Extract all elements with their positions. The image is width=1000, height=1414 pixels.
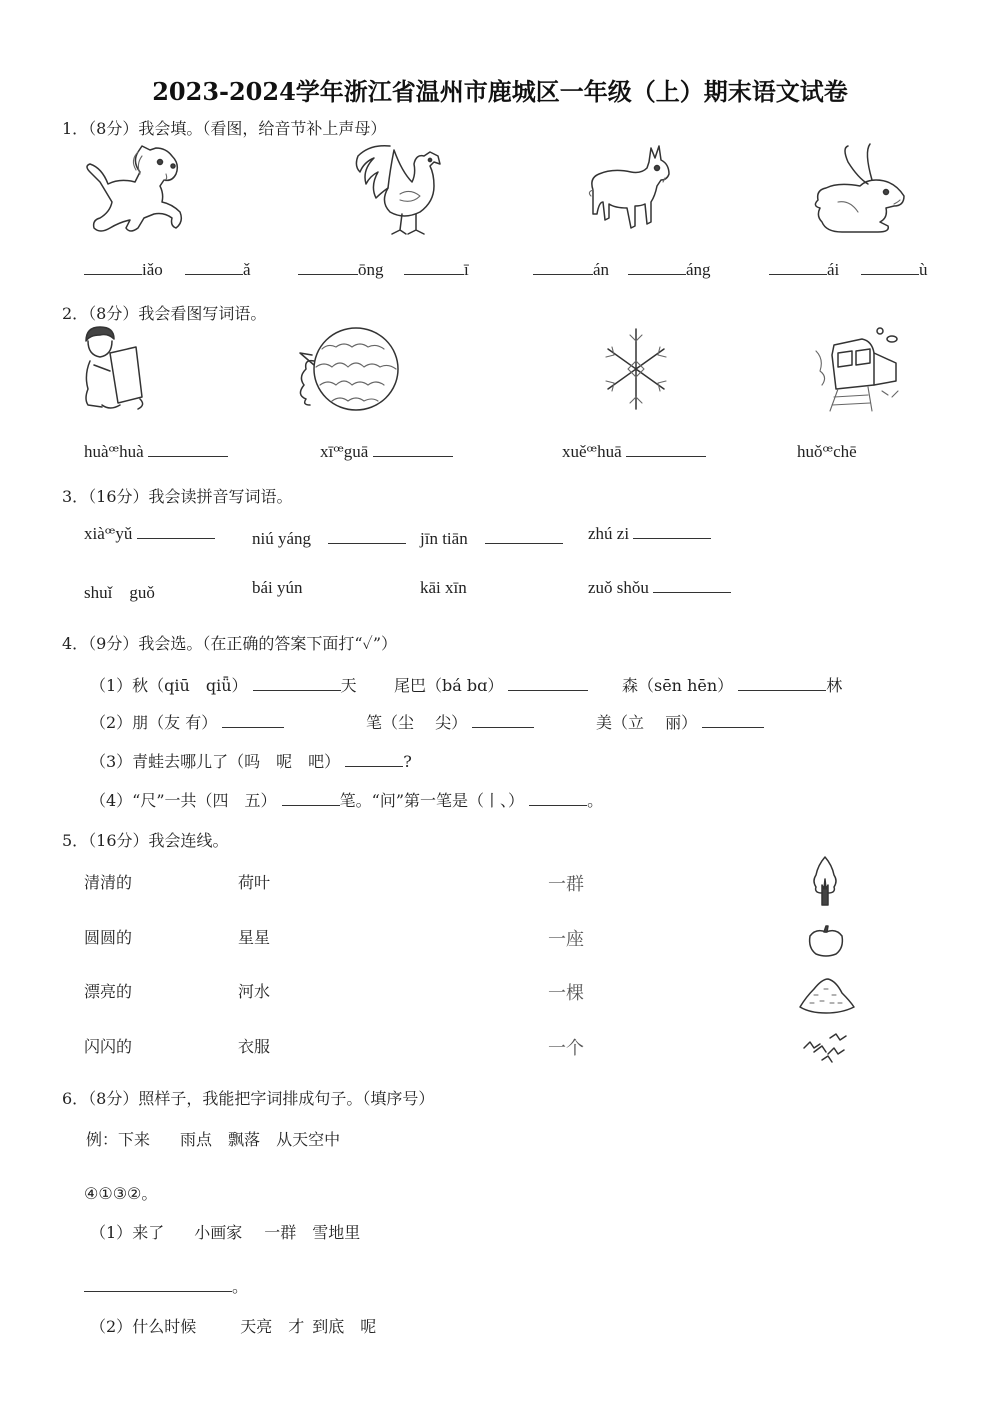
- q5-col1-item[interactable]: 闪闪的: [84, 1037, 133, 1056]
- question-text: （2）朋（友 有）: [90, 713, 218, 732]
- train-icon: [812, 325, 904, 413]
- word: 从天空中: [276, 1130, 341, 1149]
- hill-icon[interactable]: [796, 975, 856, 1015]
- q4-line-2a[interactable]: [90, 710, 284, 733]
- question-text: 天: [340, 676, 357, 695]
- pinyin: huǒꟹchē: [797, 442, 857, 461]
- question-text: 森（sēn hēn）: [622, 676, 734, 695]
- q2-item-1[interactable]: [84, 442, 228, 462]
- syllable-final: ōng: [358, 260, 384, 279]
- word: 天亮: [240, 1317, 273, 1336]
- q5-col3-item[interactable]: 一棵: [548, 983, 584, 1004]
- pinyin: huàꟹhuà: [84, 442, 144, 461]
- word: 飘落: [228, 1130, 261, 1149]
- pinyin: bái yún: [252, 578, 303, 597]
- snowflake-icon: [596, 325, 676, 413]
- word: 呢: [360, 1317, 377, 1336]
- pinyin: niú yáng: [252, 529, 312, 548]
- pinyin: shuǐ guǒ: [84, 583, 155, 602]
- q6-example: [86, 1127, 340, 1150]
- syllable-final: án: [593, 260, 610, 279]
- question-text: 美（立 丽）: [596, 713, 698, 732]
- word: 什么时候: [132, 1317, 197, 1336]
- q5-col1-item[interactable]: 圆圆的: [84, 928, 133, 947]
- syllable-final: ǎ: [243, 260, 251, 279]
- q2-item-2[interactable]: [320, 442, 453, 462]
- rabbit-icon: [808, 142, 913, 237]
- q3-item-8[interactable]: [588, 578, 731, 598]
- q6-example-answer: ④①③②。: [84, 1184, 158, 1203]
- pinyin: xuěꟹhuā: [562, 442, 622, 461]
- q1-blank-1[interactable]: [84, 260, 163, 280]
- q3-item-5: [84, 578, 155, 603]
- question-text: （3）青蛙去哪儿了（吗 呢 吧）: [90, 752, 341, 771]
- syllable-final: ái: [827, 260, 840, 279]
- tree-icon[interactable]: [810, 855, 840, 910]
- rooster-icon: [350, 142, 450, 237]
- question-text: （4）“尺”一共（四 五）: [90, 791, 277, 810]
- q2-item-3[interactable]: [562, 442, 706, 462]
- q4-line-2b[interactable]: [366, 710, 534, 733]
- word: 才: [288, 1317, 305, 1336]
- q6-item-2: [90, 1314, 376, 1337]
- q3-item-3[interactable]: [420, 524, 563, 549]
- q5-col2-item[interactable]: 河水: [238, 982, 271, 1001]
- q5-col2-item[interactable]: 衣服: [238, 1037, 271, 1056]
- question-text: （1）秋（qiū qiǖ）: [90, 676, 248, 695]
- q3-item-6: [252, 578, 303, 598]
- question-text: 笔（尘 尖）: [366, 713, 468, 732]
- q5-col3-item[interactable]: 一群: [548, 874, 584, 895]
- question-text: 。: [587, 791, 604, 810]
- q5-col3-item[interactable]: 一座: [548, 929, 584, 950]
- q3-item-2[interactable]: [252, 524, 406, 549]
- q4-line-2c[interactable]: [596, 710, 764, 733]
- q2-item-4: [797, 442, 857, 462]
- q5-col1-item[interactable]: 清清的: [84, 873, 133, 892]
- q3-heading: 3．（16分）我会读拼音写词语。: [62, 487, 293, 506]
- goat-icon: [585, 142, 675, 237]
- q1-blank-8[interactable]: [861, 260, 928, 280]
- exam-title: 2023-2024学年浙江省温州市鹿城区一年级（上）期末语文试卷: [152, 77, 848, 106]
- word: 小画家: [194, 1223, 243, 1242]
- watermelon-icon: [292, 325, 402, 413]
- boy-drawing-icon: [80, 325, 152, 413]
- q5-heading: 5．（16分）我会连线。: [62, 831, 229, 850]
- item-label: （1）: [90, 1223, 133, 1242]
- q3-item-1[interactable]: [84, 524, 215, 544]
- q1-blank-2[interactable]: [185, 260, 251, 280]
- word: 来了: [132, 1223, 165, 1242]
- birds-icon[interactable]: [800, 1030, 850, 1070]
- word: 雪地里: [312, 1223, 361, 1242]
- q1-blank-4[interactable]: [404, 260, 469, 280]
- q5-col2-item[interactable]: 星星: [238, 928, 271, 947]
- syllable-final: iǎo: [142, 260, 163, 279]
- word: 雨点: [180, 1130, 213, 1149]
- period: 。: [232, 1277, 249, 1296]
- question-text: ?: [403, 752, 412, 771]
- q4-line-1b[interactable]: [394, 673, 588, 696]
- question-text: 笔。“问”第一笔是（丨、）: [339, 791, 525, 810]
- horse-icon: [80, 142, 190, 237]
- q3-item-7: [420, 578, 467, 598]
- q6-item-1: [90, 1220, 360, 1243]
- q4-line-1a[interactable]: [90, 673, 357, 696]
- example-label: 例：: [86, 1130, 119, 1149]
- q6-heading: 6．（8分）照样子，我能把字词排成句子。（填序号）: [62, 1089, 435, 1108]
- q1-blank-5[interactable]: [533, 260, 609, 280]
- q4-line-3[interactable]: [90, 749, 412, 772]
- q4-line-4[interactable]: [90, 788, 603, 811]
- q1-blank-3[interactable]: [298, 260, 384, 280]
- q2-heading: 2．（8分）我会看图写词语。: [62, 304, 267, 323]
- q5-col2-item[interactable]: 荷叶: [238, 873, 271, 892]
- q1-heading: 1．（8分）我会填。（看图，给音节补上声母）: [62, 119, 387, 138]
- pinyin: xiàꟹyǔ: [84, 524, 133, 543]
- q1-blank-6[interactable]: [628, 260, 711, 280]
- q5-col3-item[interactable]: 一个: [548, 1038, 584, 1059]
- pinyin: zhú zi: [588, 524, 630, 543]
- pinyin: xīꟹguā: [320, 442, 369, 461]
- syllable-final: ī: [464, 260, 469, 279]
- q5-col1-item[interactable]: 漂亮的: [84, 982, 133, 1001]
- apple-icon[interactable]: [806, 924, 846, 960]
- word: 一群: [264, 1223, 297, 1242]
- word: 下来: [118, 1130, 151, 1149]
- syllable-final: ù: [919, 260, 928, 279]
- q1-blank-7[interactable]: [769, 260, 839, 280]
- pinyin: zuǒ shǒu: [588, 578, 649, 597]
- question-text: 尾巴（bá bɑ）: [394, 676, 504, 695]
- syllable-final: áng: [686, 260, 711, 279]
- word: 到底: [312, 1317, 345, 1336]
- pinyin: jīn tiān: [420, 529, 468, 548]
- q3-item-4[interactable]: [588, 524, 711, 544]
- pinyin: kāi xīn: [420, 578, 467, 597]
- q6-item-1-answer[interactable]: [84, 1274, 248, 1297]
- q4-heading: 4．（9分）我会选。（在正确的答案下面打“✓”）: [62, 634, 398, 653]
- question-text: 林: [826, 676, 843, 695]
- q4-line-1c[interactable]: [622, 673, 842, 696]
- item-label: （2）: [90, 1317, 133, 1336]
